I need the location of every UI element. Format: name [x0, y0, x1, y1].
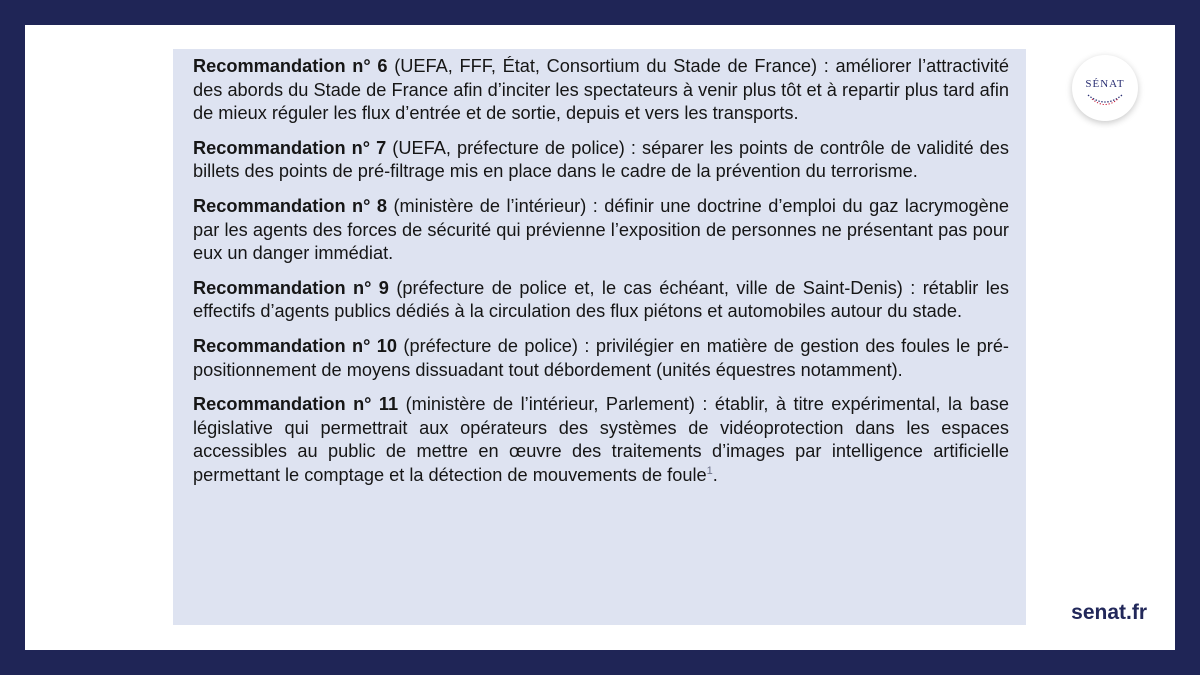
recommendation-7-text: (UEFA, préfecture de police) : séparer les points de contrôle de validité des billets des points de pré-filtrage mis en place dans le cadre de la prévention du terrorisme.	[193, 137, 1009, 182]
slide-card	[25, 25, 1175, 650]
senat-logo-arc-icon	[1086, 93, 1124, 107]
senat-logo	[1072, 55, 1138, 121]
recommendation-6-label: Recommandation n° 6	[193, 56, 388, 76]
recommendation-7-label: Recommandation n° 7	[193, 137, 387, 158]
recommendation-11-text: (ministère de l’intérieur, Parlement) : établir, à titre expérimental, la base législative qui permettrait aux opérateurs des systèmes de vidéoprotection dans les espaces accessibles au public de mettre en œuvre des traitements d’images par intelligence artificielle permettant le comptage et la détection de mouvements de foule	[193, 394, 1010, 485]
recommendation-10	[193, 335, 1009, 382]
recommendation-8	[193, 195, 1009, 266]
recommendation-6	[193, 55, 1009, 126]
recommendation-10-label: Recommandation n° 10	[193, 335, 398, 356]
recommendations-panel	[173, 49, 1026, 625]
recommendation-11-end: .	[712, 464, 718, 485]
recommendation-9-label: Recommandation n° 9	[193, 277, 389, 298]
recommendation-8-text: (ministère de l’intérieur) : définir une doctrine d’emploi du gaz lacrymogène par les agents des forces de sécurité qui prévienne l’exposition de personnes ne présentant pas pour eux un danger immédiat.	[193, 195, 1010, 264]
recommendation-11-label: Recommandation n° 11	[193, 394, 399, 415]
recommendation-10-text: (préfecture de police) : privilégier en matière de gestion des foules le pré-positionnement de moyens dissuadant tout débordement (unités équestres notamment).	[193, 335, 1009, 380]
recommendation-9-text: (préfecture de police et, le cas échéant, ville de Saint-Denis) : rétablir les effectifs d’agents publics dédiés à la circulation des flux piétons et automobiles autour du stade.	[193, 277, 1009, 322]
senat-logo-text: SÉNAT	[1085, 78, 1125, 90]
recommendation-7	[193, 137, 1009, 184]
recommendation-6-text: (UEFA, FFF, État, Consortium du Stade de France) : améliorer l’attractivité des abords du Stade de France afin d’inciter les spectateurs à venir plus tôt et à repartir plus tard afin de mieux réguler les flux d’entrée et de sortie, depuis et vers les transports.	[193, 56, 1010, 124]
footnote-marker: 1	[706, 464, 713, 477]
recommendation-8-label: Recommandation n° 8	[193, 195, 388, 216]
site-url[interactable]: senat.fr	[1071, 601, 1147, 624]
recommendation-9	[193, 277, 1009, 324]
recommendation-11	[193, 393, 1009, 487]
